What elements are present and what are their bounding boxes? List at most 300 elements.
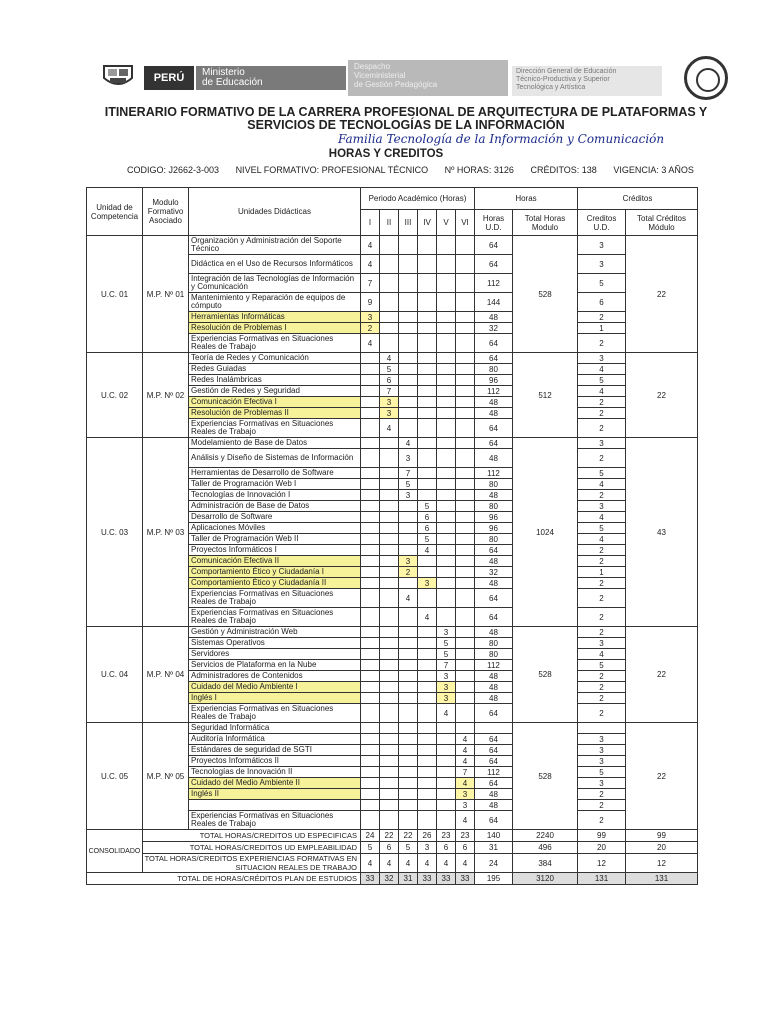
- creditos-ud-cell: 5: [578, 523, 626, 534]
- horas-ud-cell: 112: [475, 386, 513, 397]
- periodo-cell: [437, 589, 456, 608]
- periodo-cell: 7: [399, 468, 418, 479]
- summary-total-horas-cell: 2240: [513, 830, 578, 842]
- periodo-cell: [361, 789, 380, 800]
- periodo-cell: [380, 638, 399, 649]
- creditos-ud-cell: 2: [578, 589, 626, 608]
- creditos-ud-cell: 2: [578, 811, 626, 830]
- periodo-cell: 4: [361, 334, 380, 353]
- periodo-cell: [361, 567, 380, 578]
- horas-ud-cell: 48: [475, 693, 513, 704]
- ud-name-cell: Desarrollo de Software: [189, 512, 361, 523]
- periodo-cell: [418, 660, 437, 671]
- periodo-cell: 4: [361, 255, 380, 274]
- periodo-cell: [361, 545, 380, 556]
- periodo-cell: [361, 671, 380, 682]
- periodo-cell: [456, 649, 475, 660]
- periodo-cell: [437, 364, 456, 375]
- uc-cell: U.C. 02: [87, 353, 143, 438]
- ud-name-cell: Resolución de Problemas I: [189, 323, 361, 334]
- meta-codigo: CODIGO: J2662-3-003: [127, 165, 220, 175]
- periodo-cell: [456, 438, 475, 449]
- periodo-cell: [418, 386, 437, 397]
- periodo-cell: [418, 274, 437, 293]
- periodo-cell: [361, 501, 380, 512]
- periodo-cell: [380, 649, 399, 660]
- periodo-cell: [456, 353, 475, 364]
- total-horas-cell: 528: [513, 627, 578, 723]
- ud-name-cell: Redes Guiadas: [189, 364, 361, 375]
- table-row: [87, 723, 698, 734]
- periodo-cell: [418, 778, 437, 789]
- periodo-cell: [418, 375, 437, 386]
- periodo-cell: 4: [380, 419, 399, 438]
- ud-name-cell: Tecnologías de Innovación II: [189, 767, 361, 778]
- curriculum-table-wrap: [86, 187, 698, 885]
- summary-periodo-cell: 22: [399, 830, 418, 842]
- periodo-cell: [437, 756, 456, 767]
- periodo-cell: [418, 756, 437, 767]
- ud-name-cell: Gestión y Administración Web: [189, 627, 361, 638]
- periodo-cell: [437, 556, 456, 567]
- ud-name-cell: Seguridad Informática: [189, 723, 361, 734]
- periodo-cell: [399, 334, 418, 353]
- periodo-cell: [437, 545, 456, 556]
- periodo-cell: [437, 255, 456, 274]
- summary-periodo-cell: 4: [380, 854, 399, 873]
- periodo-cell: 5: [418, 534, 437, 545]
- periodo-cell: 5: [437, 649, 456, 660]
- periodo-cell: 3: [361, 312, 380, 323]
- periodo-cell: [361, 723, 380, 734]
- periodo-cell: 7: [437, 660, 456, 671]
- periodo-cell: [418, 236, 437, 255]
- creditos-ud-cell: [578, 723, 626, 734]
- ministerio-line-2: de Educación: [202, 77, 263, 88]
- summary-periodo-cell: 26: [418, 830, 437, 842]
- periodo-cell: [418, 438, 437, 449]
- total-creditos-cell: 22: [626, 627, 698, 723]
- periodo-cell: [380, 734, 399, 745]
- letterhead: [96, 56, 696, 100]
- periodo-cell: [456, 578, 475, 589]
- periodo-cell: [399, 789, 418, 800]
- ud-name-cell: Comunicación Efectiva II: [189, 556, 361, 567]
- summary-creditos-cell: 99: [578, 830, 626, 842]
- periodo-cell: [399, 534, 418, 545]
- periodo-cell: [418, 811, 437, 830]
- horas-ud-cell: 80: [475, 501, 513, 512]
- periodo-cell: [380, 778, 399, 789]
- col-creditos-ud: Creditos U.D.: [578, 210, 626, 236]
- total-creditos-cell: 22: [626, 353, 698, 438]
- creditos-ud-cell: 2: [578, 490, 626, 501]
- periodo-cell: [418, 682, 437, 693]
- horas-ud-cell: 112: [475, 767, 513, 778]
- periodo-cell: [456, 671, 475, 682]
- summary-name-cell: TOTAL HORAS/CREDITOS EXPERIENCIAS FORMATIVAS EN SITUACION REALES DE TRABAJO: [143, 854, 361, 873]
- horas-ud-cell: 64: [475, 608, 513, 627]
- handwritten-note: Familia Tecnología de la Información y Comunicación: [338, 132, 665, 146]
- summary-total-horas-cell: 496: [513, 842, 578, 854]
- periodo-cell: 5: [399, 479, 418, 490]
- periodo-cell: [437, 479, 456, 490]
- periodo-cell: [437, 386, 456, 397]
- periodo-cell: [361, 364, 380, 375]
- summary-periodo-cell: 4: [418, 854, 437, 873]
- col-periodo-ii: II: [380, 210, 399, 236]
- periodo-cell: [399, 723, 418, 734]
- ud-name-cell: Administración de Base de Datos: [189, 501, 361, 512]
- periodo-cell: [399, 408, 418, 419]
- periodo-cell: [399, 323, 418, 334]
- creditos-ud-cell: 1: [578, 567, 626, 578]
- periodo-cell: [380, 811, 399, 830]
- creditos-ud-cell: 2: [578, 334, 626, 353]
- mp-cell: M.P. Nº 03: [143, 438, 189, 627]
- periodo-cell: [437, 397, 456, 408]
- creditos-ud-cell: 2: [578, 419, 626, 438]
- ud-name-cell: Didáctica en el Uso de Recursos Informáticos: [189, 255, 361, 274]
- col-mp: Modulo Formativo Asociado: [143, 188, 189, 236]
- col-ud: Unidades Didácticas: [189, 188, 361, 236]
- creditos-ud-cell: 2: [578, 449, 626, 468]
- ud-name-cell: Cuidado del Medio Ambiente II: [189, 778, 361, 789]
- periodo-cell: [437, 789, 456, 800]
- periodo-cell: [418, 364, 437, 375]
- creditos-ud-cell: 4: [578, 534, 626, 545]
- summary-name-cell: TOTAL HORAS/CREDITOS UD EMPLEABILIDAD: [143, 842, 361, 854]
- horas-ud-cell: 80: [475, 534, 513, 545]
- grand-total-periodo-cell: 33: [361, 873, 380, 885]
- periodo-cell: [418, 479, 437, 490]
- periodo-cell: [437, 523, 456, 534]
- periodo-cell: 4: [418, 545, 437, 556]
- horas-ud-cell: 32: [475, 323, 513, 334]
- creditos-ud-cell: 3: [578, 438, 626, 449]
- creditos-ud-cell: 5: [578, 660, 626, 671]
- periodo-cell: [456, 693, 475, 704]
- periodo-cell: [361, 375, 380, 386]
- ud-name-cell: Tecnologías de Innovación I: [189, 490, 361, 501]
- ud-name-cell: Modelamiento de Base de Datos: [189, 438, 361, 449]
- creditos-ud-cell: 2: [578, 545, 626, 556]
- periodo-cell: [418, 627, 437, 638]
- periodo-cell: [437, 734, 456, 745]
- grand-total-periodo-cell: 32: [380, 873, 399, 885]
- periodo-cell: [418, 745, 437, 756]
- creditos-ud-cell: 3: [578, 778, 626, 789]
- grand-total-periodo-cell: 33: [456, 873, 475, 885]
- periodo-cell: [361, 767, 380, 778]
- creditos-ud-cell: 2: [578, 578, 626, 589]
- periodo-cell: [456, 704, 475, 723]
- periodo-cell: [361, 408, 380, 419]
- mp-cell: M.P. Nº 01: [143, 236, 189, 353]
- periodo-cell: 3: [399, 490, 418, 501]
- creditos-ud-cell: 4: [578, 649, 626, 660]
- periodo-cell: [380, 627, 399, 638]
- periodo-cell: [380, 334, 399, 353]
- ud-name-cell: Comunicación Efectiva I: [189, 397, 361, 408]
- ud-name-cell: Resolución de Problemas II: [189, 408, 361, 419]
- periodo-cell: [456, 364, 475, 375]
- direccion-line-1: Dirección General de Educación: [516, 68, 617, 75]
- periodo-cell: [418, 789, 437, 800]
- periodo-cell: [437, 449, 456, 468]
- periodo-cell: [361, 734, 380, 745]
- grand-total-periodo-cell: 31: [399, 873, 418, 885]
- periodo-cell: [456, 449, 475, 468]
- total-creditos-cell: 22: [626, 723, 698, 830]
- horas-ud-cell: 144: [475, 293, 513, 312]
- periodo-cell: [418, 490, 437, 501]
- periodo-cell: [418, 693, 437, 704]
- periodo-cell: [437, 419, 456, 438]
- ud-name-cell: Taller de Programación Web II: [189, 534, 361, 545]
- periodo-cell: [456, 397, 475, 408]
- direccion-line-3: Tecnológica y Artística: [516, 84, 586, 91]
- periodo-cell: [380, 501, 399, 512]
- periodo-cell: [380, 490, 399, 501]
- periodo-cell: 3: [456, 789, 475, 800]
- periodo-cell: [437, 334, 456, 353]
- periodo-cell: [361, 386, 380, 397]
- periodo-cell: [456, 236, 475, 255]
- horas-ud-cell: 64: [475, 236, 513, 255]
- summary-row: [87, 830, 698, 842]
- col-periodo-i: I: [361, 210, 380, 236]
- horas-ud-cell: 64: [475, 589, 513, 608]
- horas-ud-cell: 80: [475, 364, 513, 375]
- summary-name-cell: TOTAL HORAS/CREDITOS UD ESPECIFICAS: [143, 830, 361, 842]
- periodo-cell: [437, 778, 456, 789]
- horas-ud-cell: 80: [475, 638, 513, 649]
- creditos-ud-cell: 2: [578, 704, 626, 723]
- summary-periodo-cell: 23: [456, 830, 475, 842]
- periodo-cell: [418, 293, 437, 312]
- col-periodo-iii: III: [399, 210, 418, 236]
- periodo-cell: 3: [380, 397, 399, 408]
- horas-ud-cell: 64: [475, 353, 513, 364]
- page-subtitle: HORAS Y CREDITOS: [328, 148, 444, 160]
- periodo-cell: 3: [399, 449, 418, 468]
- horas-ud-cell: 32: [475, 567, 513, 578]
- periodo-cell: [437, 608, 456, 627]
- col-total-creditos: Total Créditos Módulo: [626, 210, 698, 236]
- summary-periodo-cell: 24: [361, 830, 380, 842]
- creditos-ud-cell: 3: [578, 745, 626, 756]
- periodo-cell: [380, 660, 399, 671]
- horas-ud-cell: 64: [475, 545, 513, 556]
- periodo-cell: 3: [399, 556, 418, 567]
- periodo-cell: [418, 589, 437, 608]
- creditos-ud-cell: 3: [578, 255, 626, 274]
- table-row: [87, 353, 698, 364]
- curriculum-table: [86, 187, 698, 885]
- periodo-cell: [418, 312, 437, 323]
- periodo-cell: [418, 723, 437, 734]
- periodo-cell: [456, 638, 475, 649]
- ud-name-cell: Experiencias Formativas en Situaciones Reales de Trabajo: [189, 811, 361, 830]
- creditos-ud-cell: 3: [578, 734, 626, 745]
- ud-name-cell: Servidores: [189, 649, 361, 660]
- periodo-cell: [437, 811, 456, 830]
- peru-crest-icon: [100, 62, 136, 90]
- uc-cell: U.C. 05: [87, 723, 143, 830]
- creditos-ud-cell: 2: [578, 556, 626, 567]
- periodo-cell: [399, 255, 418, 274]
- periodo-cell: [361, 811, 380, 830]
- ud-name-cell: Estándares de seguridad de SGTI: [189, 745, 361, 756]
- periodo-cell: 7: [380, 386, 399, 397]
- periodo-cell: 6: [380, 375, 399, 386]
- periodo-cell: [399, 397, 418, 408]
- grand-total-total-horas-cell: 3120: [513, 873, 578, 885]
- creditos-ud-cell: 4: [578, 479, 626, 490]
- periodo-cell: [399, 778, 418, 789]
- periodo-cell: [456, 408, 475, 419]
- horas-ud-cell: 96: [475, 523, 513, 534]
- periodo-cell: [437, 767, 456, 778]
- meta-vigencia: VIGENCIA: 3 AÑOS: [613, 165, 694, 175]
- summary-periodo-cell: 6: [437, 842, 456, 854]
- periodo-cell: [418, 671, 437, 682]
- horas-ud-cell: 48: [475, 578, 513, 589]
- periodo-cell: [399, 512, 418, 523]
- summary-periodo-cell: 23: [437, 830, 456, 842]
- vice-line-1: Despacho: [354, 62, 391, 71]
- periodo-cell: [399, 375, 418, 386]
- periodo-cell: [418, 704, 437, 723]
- periodo-cell: [399, 756, 418, 767]
- ud-name-cell: Auditoría Informática: [189, 734, 361, 745]
- creditos-ud-cell: 3: [578, 638, 626, 649]
- ud-name-cell: Comportamiento Ético y Ciudadanía I: [189, 567, 361, 578]
- horas-ud-cell: 112: [475, 468, 513, 479]
- periodo-cell: 4: [437, 704, 456, 723]
- uc-cell: U.C. 03: [87, 438, 143, 627]
- creditos-ud-cell: 3: [578, 501, 626, 512]
- horas-ud-cell: 48: [475, 682, 513, 693]
- horas-ud-cell: [475, 723, 513, 734]
- horas-ud-cell: 64: [475, 734, 513, 745]
- periodo-cell: [399, 704, 418, 723]
- periodo-cell: [399, 419, 418, 438]
- periodo-cell: [380, 323, 399, 334]
- periodo-cell: [456, 534, 475, 545]
- ud-name-cell: Administradores de Contenidos: [189, 671, 361, 682]
- periodo-cell: [380, 693, 399, 704]
- col-periodo-iv: IV: [418, 210, 437, 236]
- horas-ud-cell: 48: [475, 449, 513, 468]
- creditos-ud-cell: 2: [578, 682, 626, 693]
- periodo-cell: [380, 767, 399, 778]
- periodo-cell: [380, 723, 399, 734]
- periodo-cell: [456, 501, 475, 512]
- periodo-cell: [361, 438, 380, 449]
- total-creditos-cell: 22: [626, 236, 698, 353]
- horas-ud-cell: 80: [475, 479, 513, 490]
- periodo-cell: [380, 608, 399, 627]
- ud-name-cell: Experiencias Formativas en Situaciones Reales de Trabajo: [189, 589, 361, 608]
- periodo-cell: [456, 323, 475, 334]
- periodo-cell: [399, 501, 418, 512]
- horas-ud-cell: 48: [475, 556, 513, 567]
- table-row: [87, 438, 698, 449]
- creditos-ud-cell: 5: [578, 468, 626, 479]
- periodo-cell: [437, 408, 456, 419]
- horas-ud-cell: 48: [475, 490, 513, 501]
- periodo-cell: [456, 375, 475, 386]
- ud-name-cell: Sistemas Operativos: [189, 638, 361, 649]
- periodo-cell: 4: [399, 438, 418, 449]
- creditos-ud-cell: 3: [578, 756, 626, 767]
- meta-line: [127, 165, 708, 175]
- periodo-cell: 5: [437, 638, 456, 649]
- periodo-cell: [380, 293, 399, 312]
- ministerio-logo: [196, 66, 346, 90]
- periodo-cell: [456, 523, 475, 534]
- periodo-cell: 4: [456, 756, 475, 767]
- creditos-ud-cell: 4: [578, 364, 626, 375]
- horas-ud-cell: 48: [475, 671, 513, 682]
- periodo-cell: [380, 589, 399, 608]
- periodo-cell: 2: [399, 567, 418, 578]
- mp-cell: M.P. Nº 02: [143, 353, 189, 438]
- periodo-cell: [361, 589, 380, 608]
- horas-ud-cell: 48: [475, 312, 513, 323]
- summary-total-creditos-cell: 20: [626, 842, 698, 854]
- periodo-cell: 4: [380, 353, 399, 364]
- periodo-cell: [418, 408, 437, 419]
- periodo-cell: [361, 693, 380, 704]
- page-title: ITINERARIO FORMATIVO DE LA CARRERA PROFESIONAL DE ARQUITECTURA DE PLATAFORMAS Y SERVICIOS DE TECNOLOGÍAS DE LA INFORMACIÓN: [104, 105, 708, 132]
- periodo-cell: [418, 323, 437, 334]
- periodo-cell: [456, 660, 475, 671]
- periodo-cell: [361, 397, 380, 408]
- total-creditos-cell: 43: [626, 438, 698, 627]
- ud-name-cell: Herramientas Informáticas: [189, 312, 361, 323]
- creditos-ud-cell: 2: [578, 789, 626, 800]
- periodo-cell: [456, 293, 475, 312]
- grand-total-total-creditos-cell: 131: [626, 873, 698, 885]
- horas-ud-cell: 64: [475, 778, 513, 789]
- peru-logo: PERÚ: [144, 66, 194, 90]
- periodo-cell: [380, 745, 399, 756]
- periodo-cell: 3: [437, 671, 456, 682]
- periodo-cell: [418, 800, 437, 811]
- mp-cell: M.P. Nº 05: [143, 723, 189, 830]
- ud-name-cell: Proyectos Informáticos II: [189, 756, 361, 767]
- periodo-cell: [399, 693, 418, 704]
- meta-nivel: NIVEL FORMATIVO: PROFESIONAL TÉCNICO: [235, 165, 429, 175]
- periodo-cell: [399, 608, 418, 627]
- periodo-cell: 3: [437, 682, 456, 693]
- ud-name-cell: Mantenimiento y Reparación de equipos de cómputo: [189, 293, 361, 312]
- periodo-cell: [361, 534, 380, 545]
- consolidado-cell: CONSOLIDADO: [87, 830, 143, 873]
- ud-name-cell: Experiencias Formativas en Situaciones Reales de Trabajo: [189, 704, 361, 723]
- periodo-cell: [380, 545, 399, 556]
- periodo-cell: [361, 704, 380, 723]
- summary-total-creditos-cell: 99: [626, 830, 698, 842]
- periodo-cell: [380, 512, 399, 523]
- ud-name-cell: Integración de las Tecnologías de Información y Comunicación: [189, 274, 361, 293]
- periodo-cell: [399, 523, 418, 534]
- periodo-cell: [361, 660, 380, 671]
- periodo-cell: [399, 767, 418, 778]
